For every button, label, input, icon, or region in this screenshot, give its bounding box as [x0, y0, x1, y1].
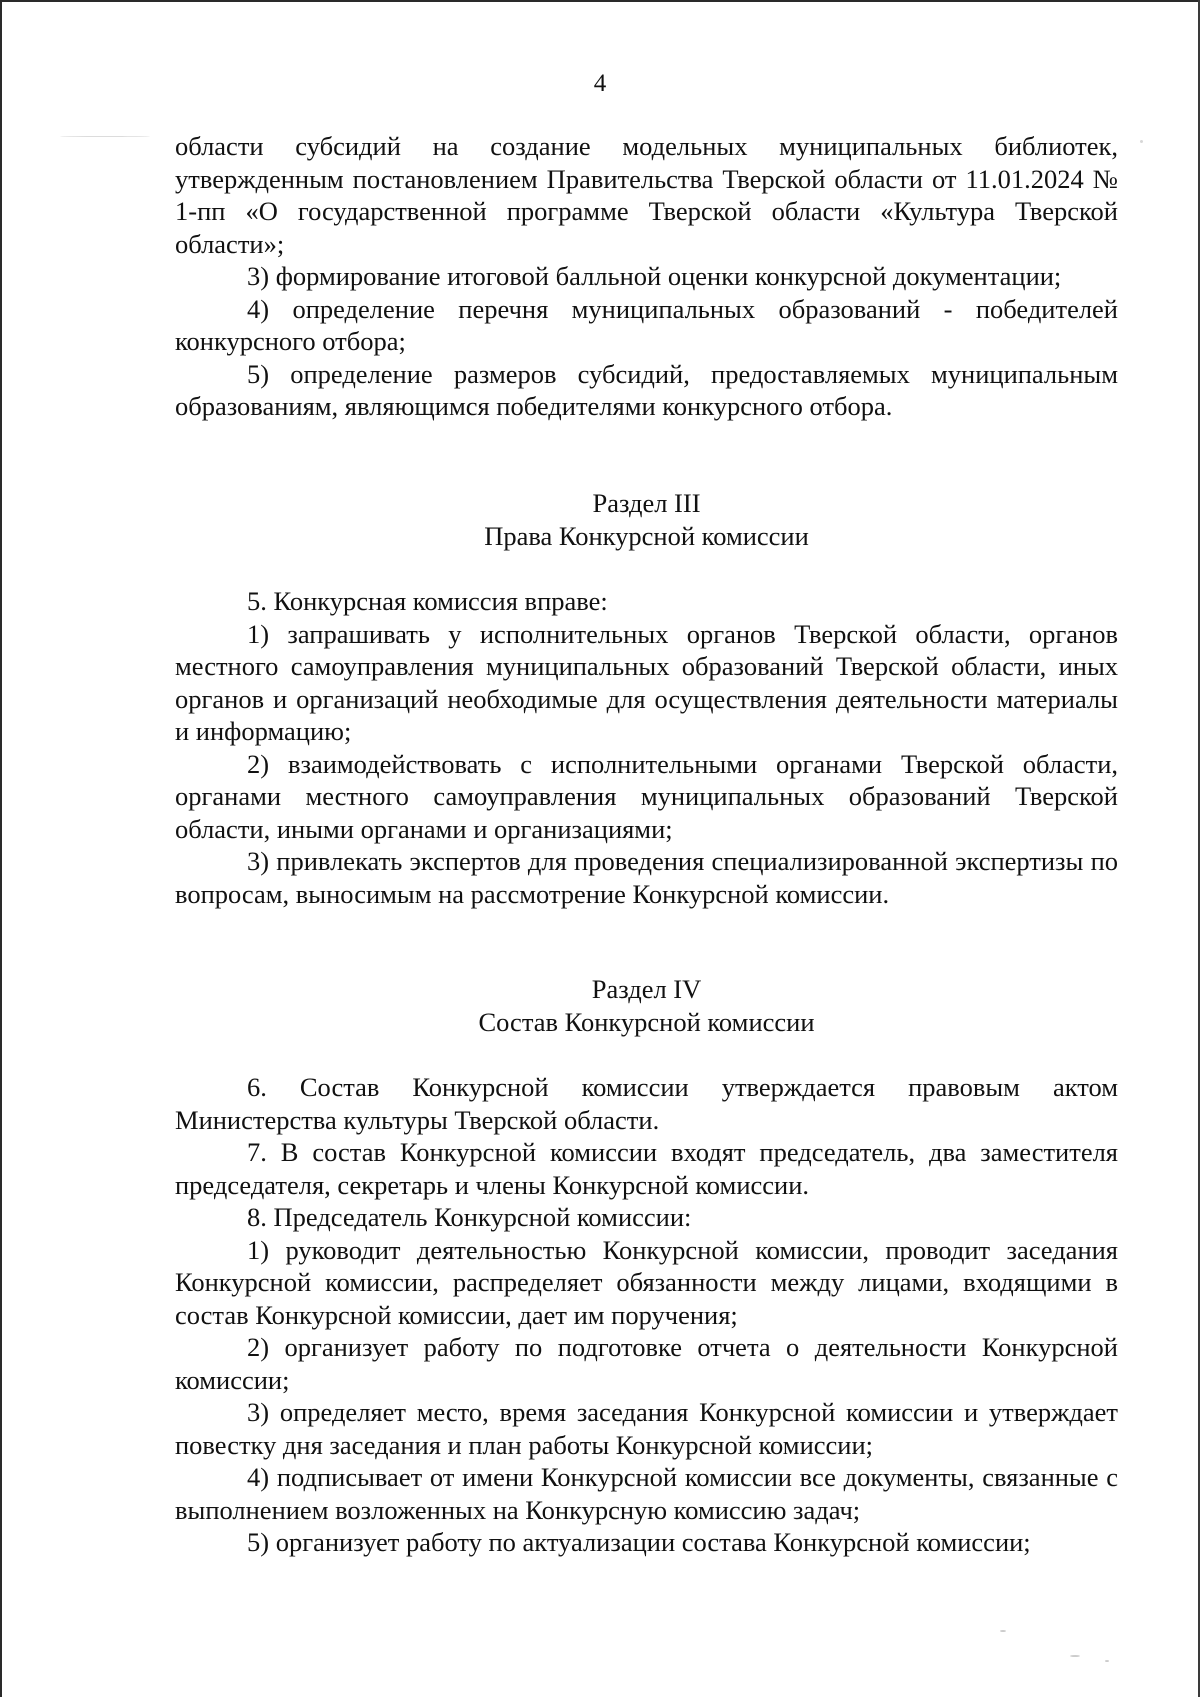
clause-6: 6. Состав Конкурсной комиссии утверждается правовым актом Министерства культуры Тверской области. [175, 1072, 1118, 1135]
scan-border-top [0, 0, 1200, 2]
scan-artifact [1105, 1660, 1109, 1662]
scan-border-left [0, 0, 2, 1697]
list-item-3-scoring: 3) формирование итоговой балльной оценки конкурсной документации; [247, 261, 1062, 291]
clause-5-item-1: 1) запрашивать у исполнительных органов Тверской области, органов местного самоуправления муниципальных образований Тверской области, иных органов и организаций необходимые для осуществления деятельности материалы и информацию; [175, 618, 1118, 746]
scan-artifact [1140, 140, 1143, 143]
clause-8-item-1: 1) руководит деятельностью Конкурсной комиссии, проводит заседания Конкурсной комиссии, распределяет обязанности между лицами, входящими в состав Конкурсной комиссии, дает им поручения; [175, 1234, 1118, 1330]
clause-8-item-5: 5) организует работу по актуализации состава Конкурсной комиссии; [247, 1527, 1031, 1557]
clause-5-item-3: 3) привлекать экспертов для проведения специализированной экспертизы по вопросам, выносимым на рассмотрение Конкурсной комиссии. [175, 846, 1118, 909]
section-4-body [175, 1071, 1118, 1559]
clause-8-item-2: 2) организует работу по подготовке отчета о деятельности Конкурсной комиссии; [175, 1332, 1118, 1395]
section-4-heading [175, 973, 1118, 1038]
list-item-4-winners: 4) определение перечня муниципальных образований - победителей конкурсного отбора; [175, 293, 1118, 356]
clause-5: 5. Конкурсная комиссия вправе: [247, 586, 608, 616]
section-4-title: Состав Конкурсной комиссии [478, 1006, 815, 1037]
clause-8-item-3: 3) определяет место, время заседания Конкурсной комиссии и утверждает повестку дня заседания и план работы Конкурсной комиссии; [175, 1397, 1118, 1460]
clause-7: 7. В состав Конкурсной комиссии входят председатель, два заместителя председателя, секретарь и члены Конкурсной комиссии. [175, 1137, 1118, 1200]
clause-5-item-2: 2) взаимодействовать с исполнительными органами Тверской области, органами местного самоуправления муниципальных образований Тверской области, иными органами и организациями; [175, 748, 1118, 844]
section-4-label: Раздел IV [591, 974, 702, 1004]
intro-block [175, 130, 1118, 423]
scan-artifact [1070, 1655, 1080, 1657]
section-3-body [175, 585, 1118, 910]
scan-artifact [60, 136, 150, 137]
clause-8-item-4: 4) подписывает от имени Конкурсной комиссии все документы, связанные с выполнением возложенных на Конкурсную комиссию задач; [175, 1462, 1118, 1525]
paragraph-continuation: области субсидий на создание модельных муниципальных библиотек, утвержденным постановлением Правительства Тверской области от 11.01.2024 № 1-пп «О государственной программе Тверской области «Культура Тверской области»; [175, 131, 1118, 259]
section-3-title: Права Конкурсной комиссии [484, 520, 809, 551]
clause-8: 8. Председатель Конкурсной комиссии: [247, 1202, 692, 1232]
list-item-5-subsidy-size: 5) определение размеров субсидий, предоставляемых муниципальным образованиям, являющимся победителями конкурсного отбора. [175, 358, 1118, 421]
section-3-label: Раздел III [592, 488, 701, 518]
section-3-heading [175, 487, 1118, 552]
scan-artifact [1000, 1630, 1006, 1632]
page-number: 4 [593, 70, 607, 97]
